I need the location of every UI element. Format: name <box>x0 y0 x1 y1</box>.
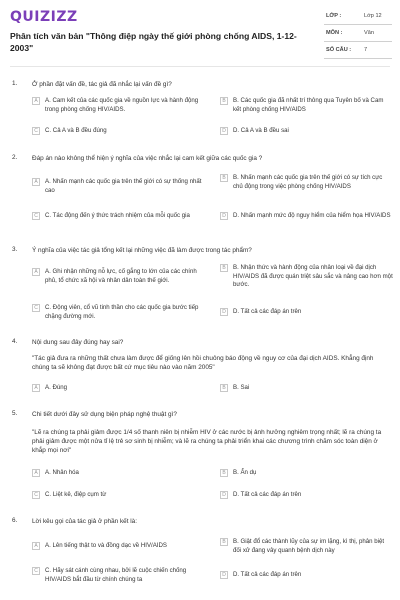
option-text: A. Đúng <box>45 384 68 391</box>
worksheet-meta <box>324 8 392 59</box>
worksheet-header <box>0 0 400 62</box>
option-checkbox[interactable]: C <box>32 304 40 312</box>
option-checkbox[interactable]: C <box>32 491 40 499</box>
option-checkbox[interactable]: B <box>220 384 228 392</box>
question-text: Nội dung sau đây đúng hay sai? <box>32 339 124 346</box>
option-checkbox[interactable]: C <box>32 212 40 220</box>
meta-value: Văn <box>364 30 374 36</box>
question-text: Ý nghĩa của việc tác giả tổng kết lại những việc đã làm được trong tác phẩm? <box>32 247 252 254</box>
option-text: B. Sai <box>233 384 250 391</box>
option-text: A. Ghi nhận những nỗ lực, cố gắng to lớn của các chính phủ, tổ chức xã hội và nhân dân toàn thế giới. <box>45 268 197 284</box>
quizizz-logo: QUIZIZZ <box>10 9 78 25</box>
option-checkbox[interactable]: D <box>220 308 228 316</box>
meta-row-question-count <box>324 42 392 59</box>
option-checkbox[interactable]: D <box>220 212 228 220</box>
option-text: A. Nhấn mạnh các quốc gia trên thế giới có sự thống nhất cao <box>45 178 202 194</box>
question-number: 1. <box>12 80 18 87</box>
option-text: C. Hãy sát cánh cùng nhau, bởi lẽ cuộc chiến chống HIV/AIDS bắt đầu từ chính chúng ta <box>45 567 187 583</box>
question-number: 5. <box>12 410 18 417</box>
option-text: B. Nhận thức và hành động của nhân loại về đại dịch HIV/AIDS đã được quán triệt sâu sắc và nâng cao hơn một bước. <box>233 264 393 289</box>
question-passage: "Tác giả đưa ra những thất chưa làm được để giống lên hồi chuông báo động về nguy cơ của đại dịch AIDS. Khẳng định chúng ta sẽ không đạt được bất cứ mục tiêu nào vào năm 2005" <box>32 355 374 371</box>
option-text: A. Nhân hóa <box>45 469 79 476</box>
option-checkbox[interactable]: A <box>32 384 40 392</box>
option-checkbox[interactable]: A <box>32 268 40 276</box>
option-text: C. Tác động đến ý thức trách nhiệm của mỗi quốc gia <box>45 212 190 219</box>
worksheet-title: Phân tích văn bản "Thông điệp ngày thế giới phòng chống AIDS, 1-12-2003" <box>10 31 297 53</box>
question-text: Lời kêu gọi của tác giả ở phần kết là: <box>32 518 138 525</box>
option-text: D. Nhấn mạnh mức độ nguy hiểm của hiểm họa HIV/AIDS <box>233 212 391 219</box>
option-checkbox[interactable]: C <box>32 567 40 575</box>
option-checkbox[interactable]: B <box>220 469 228 477</box>
header-divider <box>10 66 390 67</box>
question-text: Chi tiết dưới đây sử dụng biện pháp nghệ thuật gì? <box>32 411 177 418</box>
meta-label: LỚP : <box>326 13 342 19</box>
option-text: B. Nhấn mạnh các quốc gia trên thế giới có sự tích cực chủ động trong việc phòng chống HIV/AIDS <box>233 174 383 190</box>
meta-value: 7 <box>364 47 368 53</box>
option-text: C. Liệt kê, điệp cụm từ <box>45 491 107 498</box>
option-checkbox[interactable]: D <box>220 571 228 579</box>
option-text: C. Động viên, cổ vũ tinh thần cho các quốc gia bước tiếp chặng đường mới. <box>45 304 199 320</box>
option-text: B. Các quốc gia đã nhất trí thông qua Tuyên bố và Cam kết phòng chống HIV/AIDS <box>233 97 384 113</box>
option-checkbox[interactable]: B <box>220 97 228 105</box>
option-checkbox[interactable]: A <box>32 178 40 186</box>
question-text: Ở phần đặt vấn đề, tác giả đã nhắc lại vấn đề gì? <box>32 81 172 88</box>
question-number: 4. <box>12 338 18 345</box>
option-checkbox[interactable]: A <box>32 469 40 477</box>
option-text: D. Tất cả các đáp án trên <box>233 308 302 315</box>
option-text: D. Tất cả các đáp án trên <box>233 491 302 498</box>
option-text: B. Ẩn dụ <box>233 469 257 476</box>
option-text: B. Giật đổ các thành lũy của sự im lặng, kì thị, phân biệt đối xử đang vây quanh bệnh dịch này <box>233 538 385 554</box>
option-checkbox[interactable]: A <box>32 542 40 550</box>
meta-value: Lớp 12 <box>364 13 382 19</box>
question-number: 2. <box>12 154 18 161</box>
option-text: A. Cam kết của các quốc gia về nguồn lực và hành động trong phòng chống HIV/AIDS. <box>45 97 199 113</box>
meta-label: SỐ CÂU : <box>326 47 352 53</box>
question-number: 3. <box>12 246 18 253</box>
option-text: D. Tất cả các đáp án trên <box>233 571 302 578</box>
question-passage: "Lẽ ra chúng ta phải giảm được 1/4 số thanh niên bị nhiễm HIV ở các nước bị ảnh hưởng nghiêm trọng nhất; lẽ ra chúng ta phải giảm được một nửa tỉ lệ trẻ sơ sinh bị nhiễm; và lẽ ra chúng ta phải triển khai các chương trình chăm sóc toàn diện ở khắp mọi nơi" <box>32 429 382 454</box>
option-checkbox[interactable]: C <box>32 127 40 135</box>
question-text: Đáp án nào không thể hiện ý nghĩa của việc nhắc lại cam kết giữa các quốc gia ? <box>32 155 263 162</box>
option-text: C. Cả A và B đều đúng <box>45 127 107 134</box>
option-checkbox[interactable]: D <box>220 127 228 135</box>
option-checkbox[interactable]: D <box>220 491 228 499</box>
option-text: A. Lên tiếng thật to và đồng dạc về HIV/AIDS <box>45 542 167 549</box>
meta-row-subject <box>324 25 392 42</box>
meta-row-class <box>324 8 392 25</box>
option-text: D. Cả A và B đều sai <box>233 127 289 134</box>
option-checkbox[interactable]: A <box>32 97 40 105</box>
option-checkbox[interactable]: B <box>220 538 228 546</box>
meta-label: MÔN : <box>326 30 343 36</box>
option-checkbox[interactable]: B <box>220 174 228 182</box>
option-checkbox[interactable]: B <box>220 264 228 272</box>
question-number: 6. <box>12 517 18 524</box>
